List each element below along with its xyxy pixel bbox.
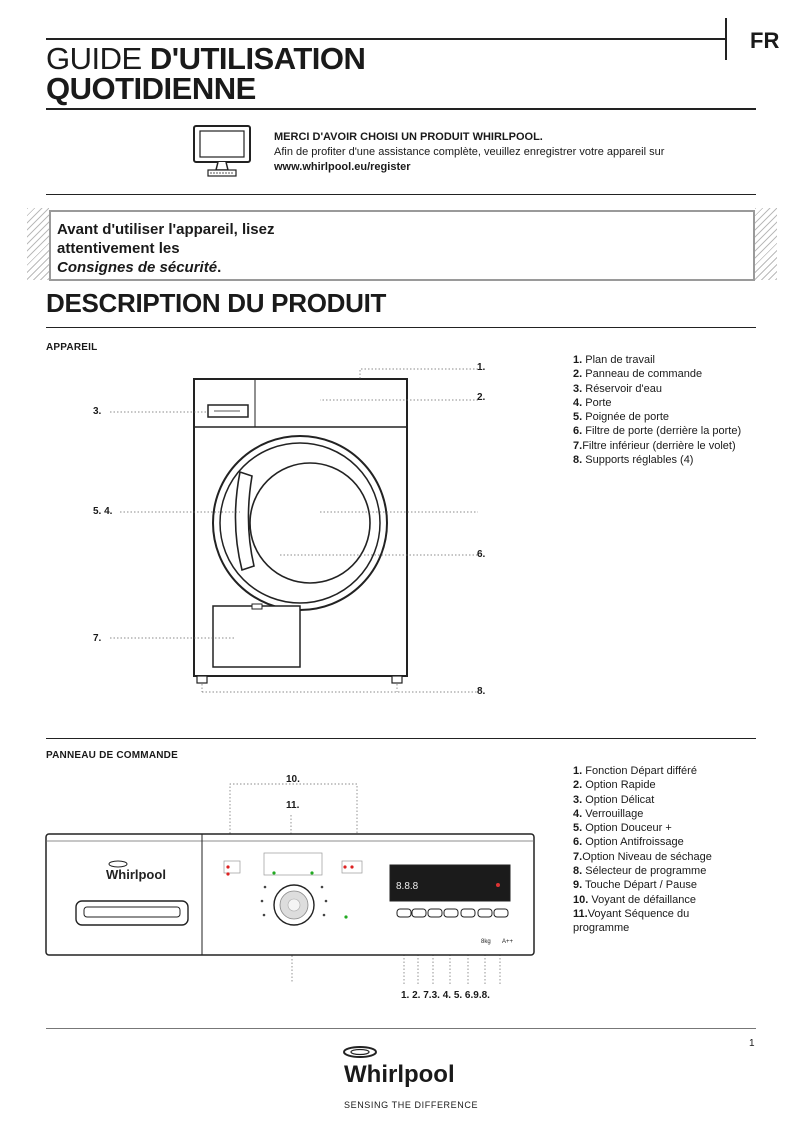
door-glass [250, 463, 370, 583]
thanks-line: MERCI D'AVOIR CHOISI UN PRODUIT WHIRLPOOL. [274, 131, 543, 143]
registration-note [274, 130, 744, 175]
safety-line-1: Avant d'utiliser l'appareil, lisez [57, 221, 275, 238]
list-item: 3. Option Délicat [573, 793, 655, 806]
list-item: 6. Filtre de porte (derrière la porte) [573, 425, 742, 438]
callout-buttons: 1. 2. 7.3. 4. 5. 6.9.8. [401, 990, 490, 1001]
list-item: 6. Option Antifroissage [573, 836, 684, 849]
energy-label: A++ [502, 939, 514, 945]
footer-rule [46, 1028, 756, 1029]
panel-heading: PANNEAU DE COMMANDE [46, 750, 178, 761]
filter-flap [213, 606, 300, 667]
capacity-label: 8kg [481, 939, 491, 945]
whirlpool-logo [338, 1042, 468, 1092]
callout-10: 10. [286, 774, 300, 785]
language-label: FR [750, 28, 780, 53]
title-bold-1: D'UTILISATION [149, 41, 366, 76]
callout-1: 1. [477, 362, 486, 373]
brand-tagline: SENSING THE DIFFERENCE [344, 1100, 479, 1110]
footer-brand: Whirlpool [344, 1061, 455, 1088]
description-title: DESCRIPTION DU PRODUIT [46, 288, 387, 318]
list-item: 11.Voyant Séquence du programme [573, 907, 690, 935]
appliance-parts-list [573, 353, 773, 467]
list-item: 1. Plan de travail [573, 354, 655, 366]
hatch-left [27, 208, 49, 280]
list-item: 8. Sélecteur de programme [573, 865, 707, 878]
list-item: 7.Filtre inférieur (derrière le volet) [573, 439, 736, 452]
computer-icon [192, 124, 254, 180]
list-item: 2. Panneau de commande [573, 368, 703, 381]
callout-8: 8. [477, 686, 486, 697]
list-item: 1. Fonction Départ différé [573, 765, 697, 777]
page-title [46, 41, 366, 106]
safety-line-3: Consignes de sécurité [57, 259, 218, 276]
title-bottom-rule [46, 108, 756, 110]
callout-6: 6. [477, 549, 486, 560]
header-top-rule [46, 38, 726, 40]
panel-brand: Whirlpool [106, 867, 166, 882]
safety-line-2: attentivement les [57, 240, 180, 257]
panel-controls-list [573, 764, 748, 936]
list-item: 9. Touche Départ / Pause [573, 879, 697, 892]
svg-text:8.8.8: 8.8.8 [396, 881, 419, 892]
hatch-right [755, 208, 777, 280]
section-rule [46, 194, 756, 195]
panel-section-rule [46, 738, 756, 739]
title-bold-2: QUOTIDIENNE [46, 71, 256, 106]
title-light: GUIDE [46, 41, 142, 76]
list-item: 8. Supports réglables (4) [573, 454, 694, 467]
list-item: 4. Verrouillage [573, 807, 644, 820]
page-number: 1 [749, 1038, 755, 1049]
list-item: 10. Voyant de défaillance [573, 893, 696, 906]
safety-line-3-end: . [217, 259, 222, 276]
register-instruction: Afin de profiter d'une assistance complète, veuillez enregistrer votre appareil sur [274, 146, 665, 158]
list-item: 5. Poignée de porte [573, 411, 670, 424]
appliance-diagram [80, 350, 500, 705]
callout-3: 3. [93, 406, 102, 417]
safety-notice [49, 210, 755, 281]
callout-5-4: 5. 4. [93, 506, 113, 517]
list-item: 5. Option Douceur + [573, 822, 672, 835]
callout-7: 7. [93, 633, 102, 644]
header-vertical-rule [725, 18, 727, 60]
appliance-heading: APPAREIL [46, 342, 98, 353]
list-item: 4. Porte [573, 396, 612, 409]
callout-11: 11. [286, 800, 300, 811]
callout-2: 2. [477, 392, 486, 403]
list-item: 3. Réservoir d'eau [573, 382, 662, 395]
list-item: 2. Option Rapide [573, 779, 656, 792]
description-rule [46, 327, 756, 328]
list-item: 7.Option Niveau de séchage [573, 850, 712, 863]
register-url: www.whirlpool.eu/register [274, 161, 411, 173]
